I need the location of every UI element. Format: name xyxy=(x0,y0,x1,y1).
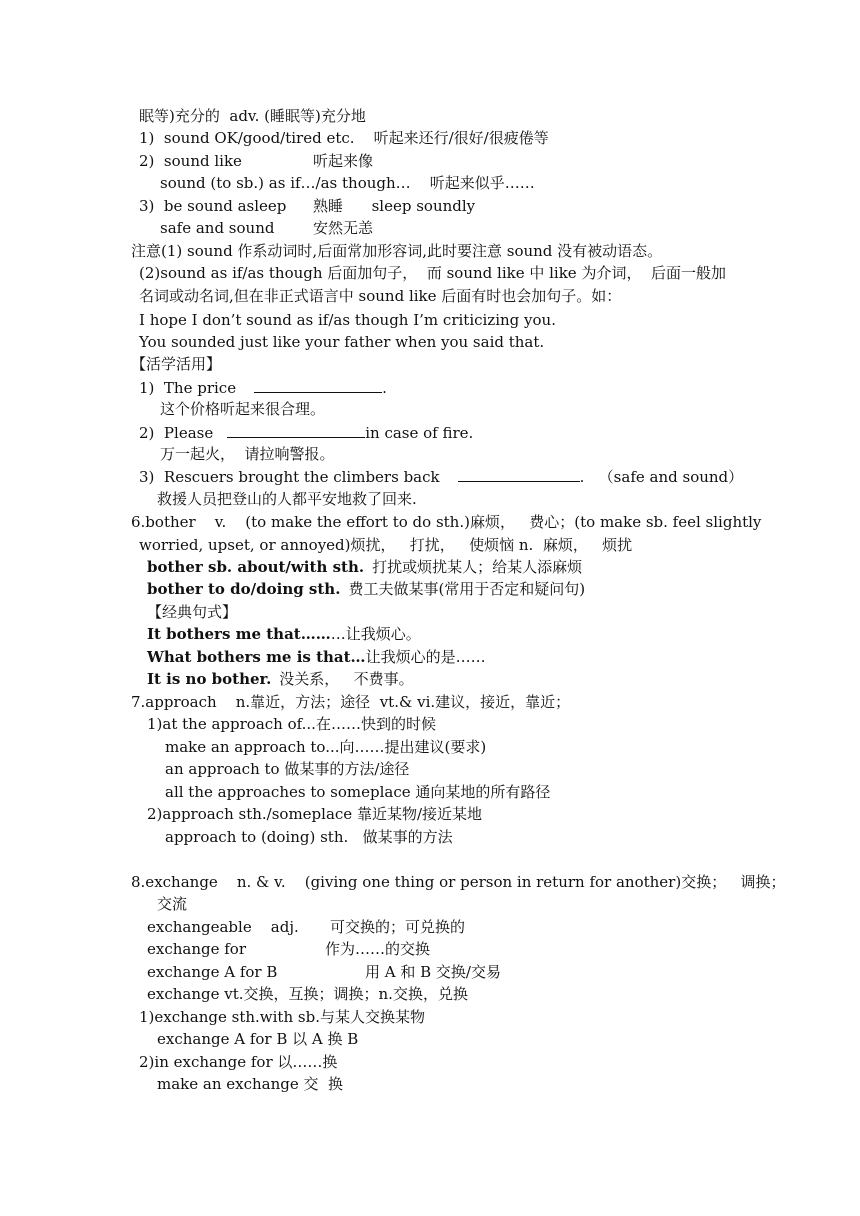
text-line-translation: 用 A 和 B 交换/交易 xyxy=(365,963,501,981)
text-line-translation: 可交换的；可兑换的 xyxy=(330,918,466,936)
text-line: 3) be sound asleep 熟睡 sleep soundly xyxy=(139,197,476,215)
text-line: 1)exchange sth.with sb.与某人交换某物 xyxy=(139,1008,425,1026)
text-line: exchange A for B 以 A 换 B xyxy=(157,1030,359,1048)
text-line: approach to (doing) sth. 做某事的方法 xyxy=(165,828,453,846)
exercise-line: 3) Rescuers brought the climbers back . （safe and sound） xyxy=(139,468,744,486)
text-line: make an approach to...向……提出建议(要求) xyxy=(165,738,487,756)
note-line: (2)sound as if/as though 后面加句子， 而 sound like 中 like 为介词， 后面一般加 xyxy=(139,264,726,282)
phrase-line: bother sb. about/with sth. 打扰或烦扰某人；给某人添麻烦 xyxy=(147,558,583,576)
note-line: 注意(1) sound 作系动词时,后面常加形容词,此时要注意 sound 没有被动语态。 xyxy=(131,242,663,260)
text-line-translation: 熟睡 sleep soundly xyxy=(313,197,476,215)
exercise-translation: 万一起火， 请拉响警报。 xyxy=(160,445,335,463)
entry-heading: 6.bother v. (to make the effort to do sth.)麻烦， 费心；(to make sb. feel slightly xyxy=(131,513,762,531)
text-line: 交流 xyxy=(157,895,188,913)
answer-blank xyxy=(458,467,580,482)
text-line: exchange vt.交换，互换；调换；n.交换，兑换 xyxy=(147,985,468,1003)
text-line: 1)at the approach of...在……快到的时候 xyxy=(147,715,436,733)
text-line: exchange A for B 用 A 和 B 交换/交易 xyxy=(147,963,501,981)
text-line: exchangeable adj. 可交换的；可兑换的 xyxy=(147,918,466,936)
answer-blank xyxy=(254,378,382,393)
text-line: 2)approach sth./someplace 靠近某物/接近某地 xyxy=(147,805,482,823)
exercise-line: 2) Please in case of fire. xyxy=(139,424,474,442)
phrase-line: bother to do/doing sth. 费工夫做某事(常用于否定和疑问句) xyxy=(147,580,586,598)
text-line: 眠等)充分的 adv. (睡眠等)充分地 xyxy=(139,107,366,125)
section-heading: 【活学活用】 xyxy=(131,355,222,373)
exercise-translation: 这个价格听起来很合理。 xyxy=(160,400,326,418)
text-line: safe and sound 安然无恙 xyxy=(160,219,374,237)
text-line: worried, upset, or annoyed)烦扰， 打扰， 使烦恼 n. 麻烦， 烦扰 xyxy=(139,536,633,554)
phrase-line: It is no bother. 没关系， 不费事。 xyxy=(147,670,414,688)
text-line: all the approaches to someplace 通向某地的所有路径 xyxy=(165,783,551,801)
phrase-line: What bothers me is that…让我烦心的是…… xyxy=(147,648,486,666)
section-heading: 【经典句式】 xyxy=(147,603,238,621)
text-line-translation: 作为……的交换 xyxy=(325,940,431,958)
text-line-translation: 听起来像 xyxy=(313,152,374,170)
exercise-translation: 救援人员把登山的人都平安地救了回来. xyxy=(157,490,417,508)
text-line: 2)in exchange for 以……换 xyxy=(139,1053,338,1071)
text-line: 1) sound OK/good/tired etc. 听起来还行/很好/很疲倦等 xyxy=(139,129,549,147)
note-line: 名词或动名词,但在非正式语言中 sound like 后面有时也会加句子。如： xyxy=(139,287,622,305)
exercise-line: 1) The price . xyxy=(139,379,387,397)
phrase-line: It bothers me that………让我烦心。 xyxy=(147,625,421,643)
text-line: exchange for 作为……的交换 xyxy=(147,940,431,958)
example-sentence: I hope I don’t sound as if/as though I’m criticizing you. xyxy=(139,311,556,329)
text-line: 2) sound like 听起来像 xyxy=(139,152,374,170)
text-line-translation: 安然无恙 xyxy=(313,219,374,237)
answer-blank xyxy=(227,423,365,438)
example-sentence: You sounded just like your father when you said that. xyxy=(139,333,545,351)
text-line: sound (to sb.) as if…/as though… 听起来似乎…… xyxy=(160,174,535,192)
entry-heading: 7.approach n.靠近，方法；途径 vt.& vi.建议，接近，靠近； xyxy=(131,693,571,711)
text-line: make an exchange 交 换 xyxy=(157,1075,344,1093)
entry-heading: 8.exchange n. & v. (giving one thing or person in return for another)交换； 调换； xyxy=(131,873,786,891)
text-line: an approach to 做某事的方法/途径 xyxy=(165,760,410,778)
